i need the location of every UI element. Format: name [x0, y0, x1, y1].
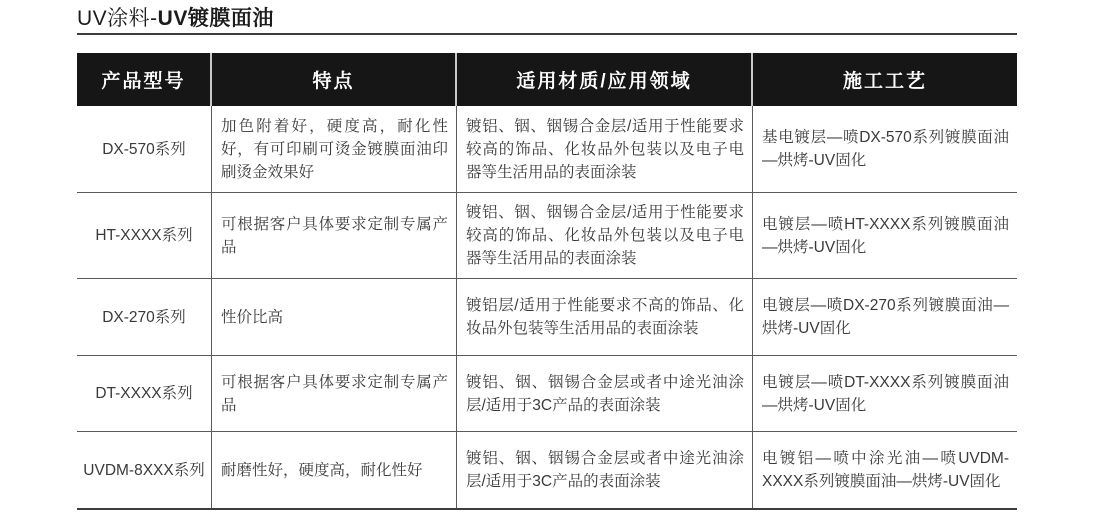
cell-features: 耐磨性好，硬度高，耐化性好 [212, 432, 457, 508]
header-process: 施工工艺 [753, 53, 1017, 106]
cell-features: 可根据客户具体要求定制专属产品 [212, 356, 457, 431]
cell-model: UVDM-8XXX系列 [77, 432, 212, 508]
cell-materials: 镀铝层/适用于性能要求不高的饰品、化妆品外包装等生活用品的表面涂装 [457, 279, 753, 355]
cell-process: 电镀层—喷DX-270系列镀膜面油—烘烤-UV固化 [762, 297, 1009, 337]
cell-process: 电镀层—喷DT-XXXX系列镀膜面油—烘烤-UV固化 [762, 373, 1009, 414]
header-features: 特点 [212, 53, 457, 106]
cell-features: 加色附着好，硬度高，耐化性好，有可印刷可烫金镀膜面油印刷烫金效果好 [212, 106, 457, 192]
cell-features: 性价比高 [212, 279, 457, 355]
product-spec-table [77, 53, 1017, 510]
cell-model: DT-XXXX系列 [77, 356, 212, 431]
cell-model: DX-270系列 [77, 279, 212, 355]
page-title [77, 6, 274, 32]
cell-model: HT-XXXX系列 [77, 193, 212, 278]
cell-process: 电镀层—喷HT-XXXX系列镀膜面油—烘烤-UV固化 [762, 215, 1009, 256]
header-materials: 适用材质/应用领域 [457, 53, 753, 106]
cell-materials: 镀铝、铟、铟锡合金层/适用于性能要求较高的饰品、化妆品外包装以及电子电器等生活用品的表面涂装 [457, 193, 753, 278]
page-title-regular: UV涂料- [77, 7, 158, 30]
table-row [77, 193, 1017, 279]
title-underline [77, 33, 1017, 35]
cell-materials: 镀铝、铟、铟锡合金层或者中途光油涂层/适用于3C产品的表面涂装 [457, 432, 753, 508]
page-title-bold: UV镀膜面油 [157, 7, 274, 30]
cell-process: 电镀铝—喷中涂光油—喷UVDM-XXXX系列镀膜面油—烘烤-UV固化 [762, 450, 1009, 490]
cell-features: 可根据客户具体要求定制专属产品 [212, 193, 457, 278]
cell-process: 基电镀层—喷DX-570系列镀膜面油—烘烤-UV固化 [762, 129, 1009, 169]
table-row [77, 356, 1017, 432]
table-row [77, 432, 1017, 510]
table-row [77, 279, 1017, 356]
table-header-row [77, 53, 1017, 106]
cell-model: DX-570系列 [77, 106, 212, 192]
cell-materials: 镀铝、铟、铟锡合金层/适用于性能要求较高的饰品、化妆品外包装以及电子电器等生活用品的表面涂装 [457, 106, 753, 192]
cell-materials: 镀铝、铟、铟锡合金层或者中途光油涂层/适用于3C产品的表面涂装 [457, 356, 753, 431]
table-row [77, 106, 1017, 193]
header-product-model: 产品型号 [77, 53, 212, 106]
